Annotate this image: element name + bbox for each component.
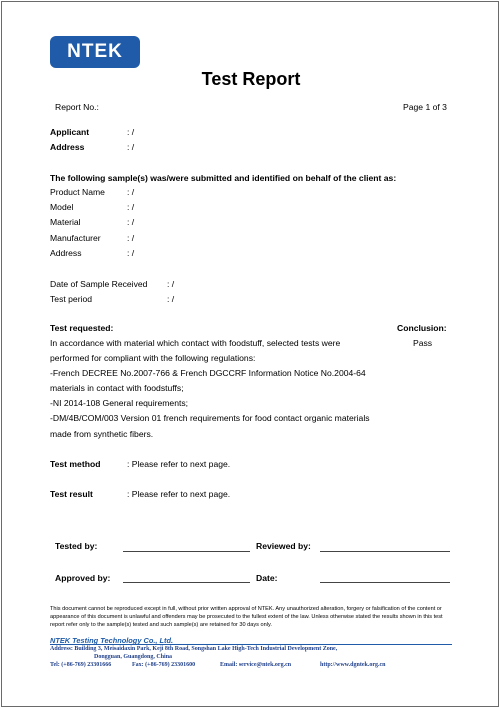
applicant-address-value: : / [127,142,135,152]
manufacturer-address-value: : / [127,248,135,258]
test-method-label: Test method [50,459,101,469]
requirement-line: -French DECREE No.2007-766 & French DGCCRF Information Notice No.2004-64 [50,368,366,378]
date-received-label: Date of Sample Received [50,279,148,289]
date-label: Date: [256,573,278,583]
applicant-value: : / [127,127,135,137]
model-label: Model [50,202,74,212]
product-name-value: : / [127,187,135,197]
test-method-value: : Please refer to next page. [127,459,231,469]
test-requested-label: Test requested: [50,323,114,333]
approved-by-signature-line [123,582,250,583]
requirement-line: made from synthetic fibers. [50,429,154,439]
report-no-label: Report No.: [55,102,99,112]
conclusion-value: Pass [413,338,433,348]
conclusion-label: Conclusion: [397,323,447,333]
manufacturer-label: Manufacturer [50,233,101,243]
sample-intro: The following sample(s) was/were submitted and identified on behalf of the client as: [50,173,397,183]
applicant-label: Applicant [50,127,90,137]
requirement-line: materials in contact with foodstuffs; [50,383,184,393]
manufacturer-value: : / [127,233,135,243]
tested-by-label: Tested by: [55,541,98,551]
logo-text: NTEK [67,41,123,62]
report-title: Test Report [201,69,301,89]
approved-by-label: Approved by: [55,573,111,583]
tested-by-signature-line [123,551,250,552]
footer-telephone: Tel: (+86-769) 23301666 [50,662,112,668]
reviewed-by-signature-line [320,551,450,552]
test-result-label: Test result [50,489,93,499]
disclaimer-text: This document cannot be reproduced except in full, without prior written approval of NTEK. Any unauthorized alteration, forgery or falsification of the content or appearance of this document is unlawful and offenders may be prosecuted to the fullest extent of the law. Unless otherwise stated the results shown in this test report refer only to the sample(s) tested and such sample(s) are retained for 30 days only. [50,606,443,628]
test-result-value: : Please refer to next page. [127,489,231,499]
ntek-logo [50,36,140,68]
requirement-line: -NI 2014-108 General requirements; [50,398,189,408]
page-number: Page 1 of 3 [403,102,447,112]
applicant-address-label: Address [50,142,85,152]
test-period-value: : / [167,294,175,304]
footer-fax: Fax: (+86-769) 23301600 [132,662,196,668]
material-label: Material [50,217,81,227]
footer-divider [50,644,452,645]
test-period-label: Test period [50,294,93,304]
manufacturer-address-label: Address [50,248,82,258]
requirement-line: performed for compliant with the following regulations: [50,353,256,363]
requirement-line: -DM/4B/COM/003 Version 01 french requirements for food contact organic materials [50,413,370,423]
footer-address-line2: Dongguan, Guangdong, China [94,654,173,660]
footer-email[interactable]: Email: service@ntek.org.cn [220,662,292,668]
footer-website[interactable]: http://www.dgntek.org.cn [320,662,386,668]
report-page [1,1,499,707]
requirement-line: In accordance with material which contact with foodstuff, selected tests were [50,338,341,348]
product-name-label: Product Name [50,187,105,197]
footer-company-name: NTEK Testing Technology Co., Ltd. [50,636,174,645]
date-received-value: : / [167,279,175,289]
model-value: : / [127,202,135,212]
date-signature-line [320,582,450,583]
reviewed-by-label: Reviewed by: [256,541,311,551]
footer-address-line1: Address: Building 3, Meisaidaxin Park, Keji 8th Road, Songshan Lake High-Tech Industrial Development Zone, [50,646,338,652]
material-value: : / [127,217,135,227]
